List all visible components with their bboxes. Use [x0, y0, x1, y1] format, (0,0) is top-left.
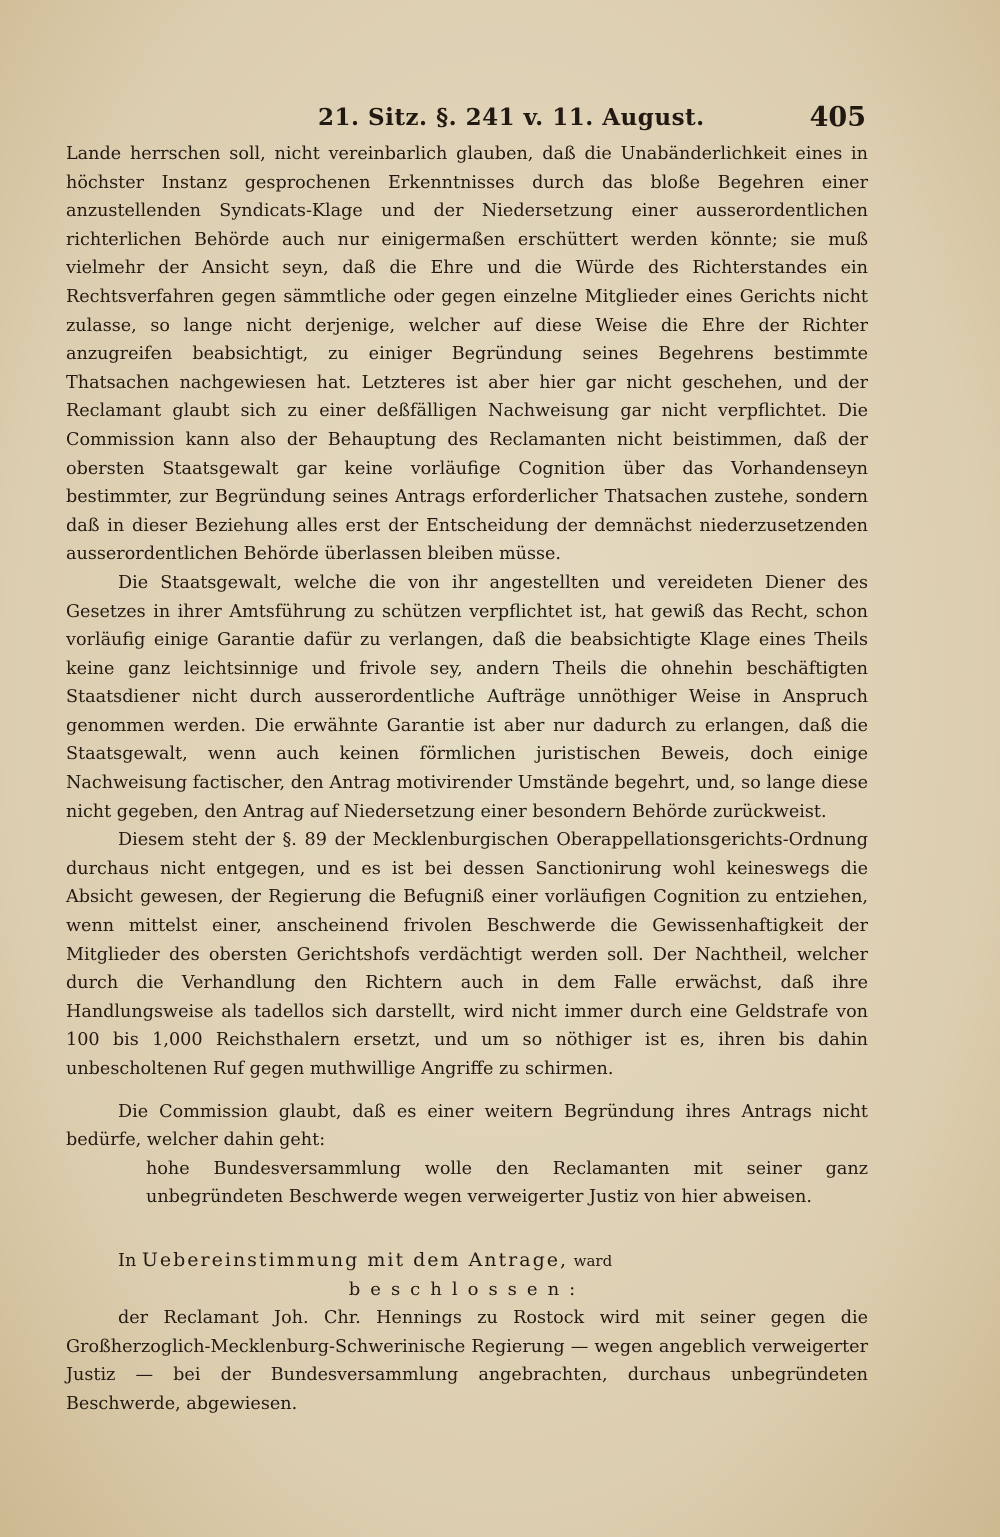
body-text — [66, 140, 868, 1419]
resolution-intro-emphasis: Uebereinstimmung mit dem Antrage, — [141, 1248, 569, 1271]
paragraph-staatsgewalt: Die Staatsgewalt, welche die von ihr angestellten und vereideten Diener des Gesetzes in ihrer Amtsführung zu schützen verpflichtet ist, hat gewiß das Recht, schon vorläufig einige Garantie dafür zu verlangen, daß die beabsichtigte Klage eines Theils keine ganz leichtsinnige und frivole sey, andern Theils die ohnehin beschäftigten Staatsdiener nicht durch ausserordentliche Aufträge unnöthiger Weise in Anspruch genommen werden. Die erwähnte Garantie ist aber nur dadurch zu erlangen, daß die Staatsgewalt, wenn auch keinen förmlichen juristischen Beweis, doch einige Nachweisung factischer, den Antrag motivirender Umstände begehrt, und, so lange diese nicht gegeben, den Antrag auf Niedersetzung einer besondern Behörde zurückweist. — [66, 572, 868, 822]
motion-text: hohe Bundesversammlung wolle den Reclamanten mit seiner ganz unbegründeten Beschwerde wegen verweigerter Justiz von hier abweisen. — [146, 1158, 868, 1208]
page-number: 405 — [809, 102, 866, 133]
resolution-spaced-word: beschlossen: — [348, 1278, 586, 1300]
resolution-text: der Reclamant Joh. Chr. Hennings zu Rostock wird mit seiner gegen die Großherzoglich-Mecklenburg-Schwerinische Regierung — wegen angeblich verweigerter Justiz — bei der Bundesversammlung angebrachten, durchaus unbegründeten Beschwerde, abgewiesen. — [66, 1308, 868, 1414]
resolution-intro-suffix: ward — [573, 1251, 613, 1270]
paragraph-paragraph-89: Diesem steht der §. 89 der Mecklenburgischen Oberappellationsgerichts-Ordnung durchaus nicht entgegen, und es ist bei dessen Sanctionirung wohl keineswegs die Absicht gewesen, der Regierung die Befugniß einer vorläufigen Cognition zu entziehen, wenn mittelst einer, anscheinend frivolen Beschwerde die Gewissenhaftigkeit der Mitglieder des obersten Gerichtshofs verdächtigt werden soll. Der Nachtheil, welcher durch die Verhandlung den Richtern auch in dem Falle erwächst, daß ihre Handlungsweise als tadellos sich darstellt, wird nicht immer durch eine Geldstrafe von 100 bis 1,000 Reichsthalern ersetzt, und um so nöthiger ist es, ihren bis dahin unbescholtenen Ruf gegen muthwillige Angriffe zu schirmen. — [66, 830, 868, 1079]
resolution-intro — [66, 1246, 868, 1276]
resolution-intro-prefix: In — [118, 1250, 137, 1271]
paragraph-commission: Die Commission glaubt, daß es einer weitern Begründung ihres Antrags nicht bedürfe, welcher dahin geht: — [66, 1101, 868, 1151]
running-head: 21. Sitz. §. 241 v. 11. August. — [318, 104, 705, 131]
paragraph-continuation: Lande herrschen soll, nicht vereinbarlich glauben, daß die Unabänderlichkeit eines in höchster Instanz gesprochenen Erkenntnisses durch das bloße Begehren einer anzustellenden Syndicats-Klage und der Niedersetzung einer ausserordentlichen richterlichen Behörde auch nur einigermaßen erschüttert werden könnte; sie muß vielmehr der Ansicht seyn, daß die Ehre und die Würde des Richterstandes ein Rechtsverfahren gegen sämmtliche oder gegen einzelne Mitglieder eines Gerichts nicht zulasse, so lange nicht derjenige, welcher auf diese Weise die Ehre der Richter anzugreifen beabsichtigt, zu einiger Begründung seines Begehrens bestimmte Thatsachen nachgewiesen hat. Letzteres ist aber hier gar nicht geschehen, und der Reclamant glaubt sich zu einer deßfälligen Nachweisung gar nicht verpflichtet. Die Commission kann also der Behauptung des Reclamanten nicht beistimmen, daß der obersten Staatsgewalt gar keine vorläufige Cognition über das Vorhandenseyn bestimmter, zur Begründung seines Antrags erforderlicher Thatsachen zustehe, sondern daß in dieser Beziehung alles erst der Entscheidung der demnächst niederzusetzenden ausserordentlichen Behörde überlassen bleiben müsse. — [66, 144, 868, 565]
page-header — [0, 104, 1000, 140]
